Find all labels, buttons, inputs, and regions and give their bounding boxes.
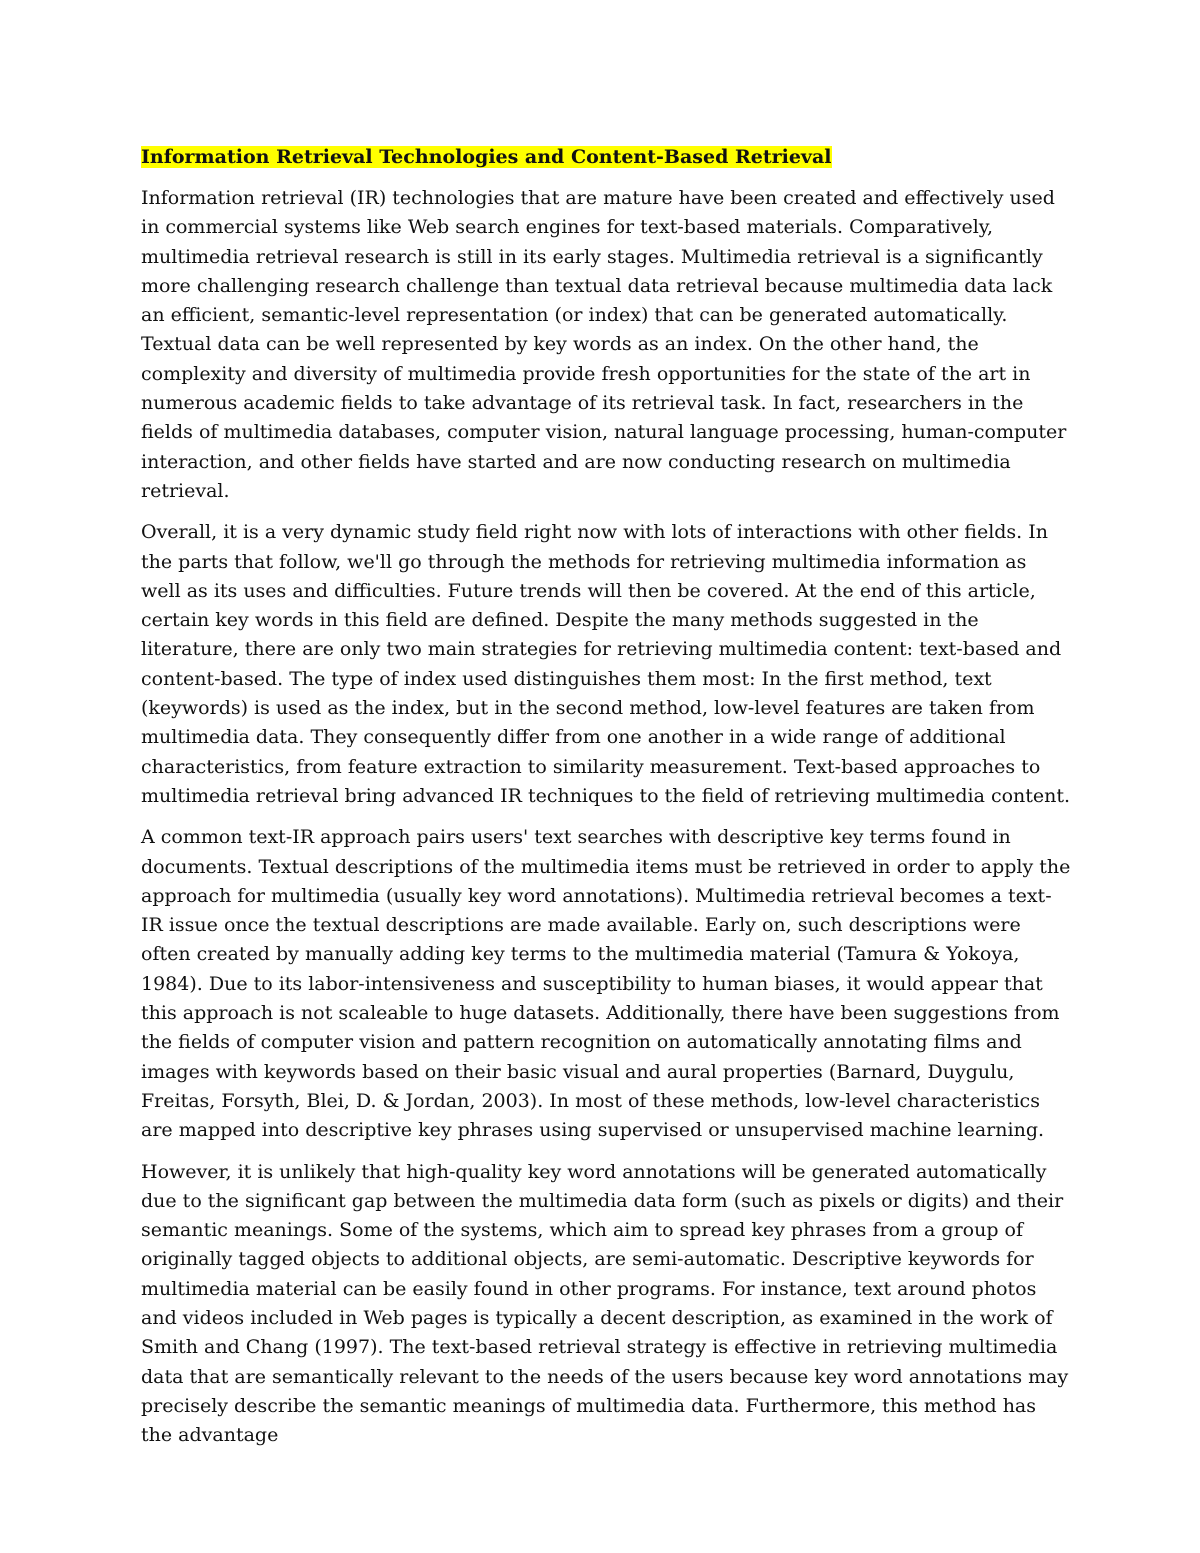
document-title-text: Information Retrieval Technologies and Content-Based Retrieval [141,146,832,168]
document-body [141,143,1071,1462]
paragraph-2: Overall, it is a very dynamic study field right now with lots of interactions with other fields. In the parts that follow, we'll go through the methods for retrieving multimedia information as well as its uses and difficulties. Future trends will then be covered. At the end of this article, certain key words in this field are defined. Despite the many methods suggested in the literature, there are only two main strategies for retrieving multimedia content: text-based and content-based. The type of index used distinguishes them most: In the first method, text (keywords) is used as the index, but in the second method, low-level features are taken from multimedia data. They consequently differ from one another in a wide range of additional characteristics, from feature extraction to similarity measurement. Text-based approaches to multimedia retrieval bring advanced IR techniques to the field of retrieving multimedia content. [141,521,1071,807]
paragraph-3: A common text-IR approach pairs users' text searches with descriptive key terms found in documents. Textual descriptions of the multimedia items must be retrieved in order to apply the approach for multimedia (usually key word annotations). Multimedia retrieval becomes a text-IR issue once the textual descriptions are made available. Early on, such descriptions were often created by manually adding key terms to the multimedia material (Tamura & Yokoya, 1984). Due to its labor-intensiveness and susceptibility to human biases, it would appear that this approach is not scaleable to huge datasets. Additionally, there have been suggestions from the fields of computer vision and pattern recognition on automatically annotating films and images with keywords based on their basic visual and aural properties (Barnard, Duygulu, Freitas, Forsyth, Blei, D. & Jordan, 2003). In most of these methods, low-level characteristics are mapped into descriptive key phrases using supervised or unsupervised machine learning. [141,826,1071,1142]
paragraph-1: Information retrieval (IR) technologies that are mature have been created and effectively used in commercial systems like Web search engines for text-based materials. Comparatively, multimedia retrieval research is still in its early stages. Multimedia retrieval is a significantly more challenging research challenge than textual data retrieval because multimedia data lack an efficient, semantic-level representation (or index) that can be generated automatically. Textual data can be well represented by key words as an index. On the other hand, the complexity and diversity of multimedia provide fresh opportunities for the state of the art in numerous academic fields to take advantage of its retrieval task. In fact, researchers in the fields of multimedia databases, computer vision, natural language processing, human-computer interaction, and other fields have started and are now conducting research on multimedia retrieval. [141,187,1067,502]
document-title [141,143,1071,172]
paragraph-4: However, it is unlikely that high-quality key word annotations will be generated automatically due to the significant gap between the multimedia data form (such as pixels or digits) and their semantic meanings. Some of the systems, which aim to spread key phrases from a group of originally tagged objects to additional objects, are semi-automatic. Descriptive keywords for multimedia material can be easily found in other programs. For instance, text around photos and videos included in Web pages is typically a decent description, as examined in the work of Smith and Chang (1997). The text-based retrieval strategy is effective in retrieving multimedia data that are semantically relevant to the needs of the users because key word annotations may precisely describe the semantic meanings of multimedia data. Furthermore, this method has the advantage [141,1160,1069,1447]
